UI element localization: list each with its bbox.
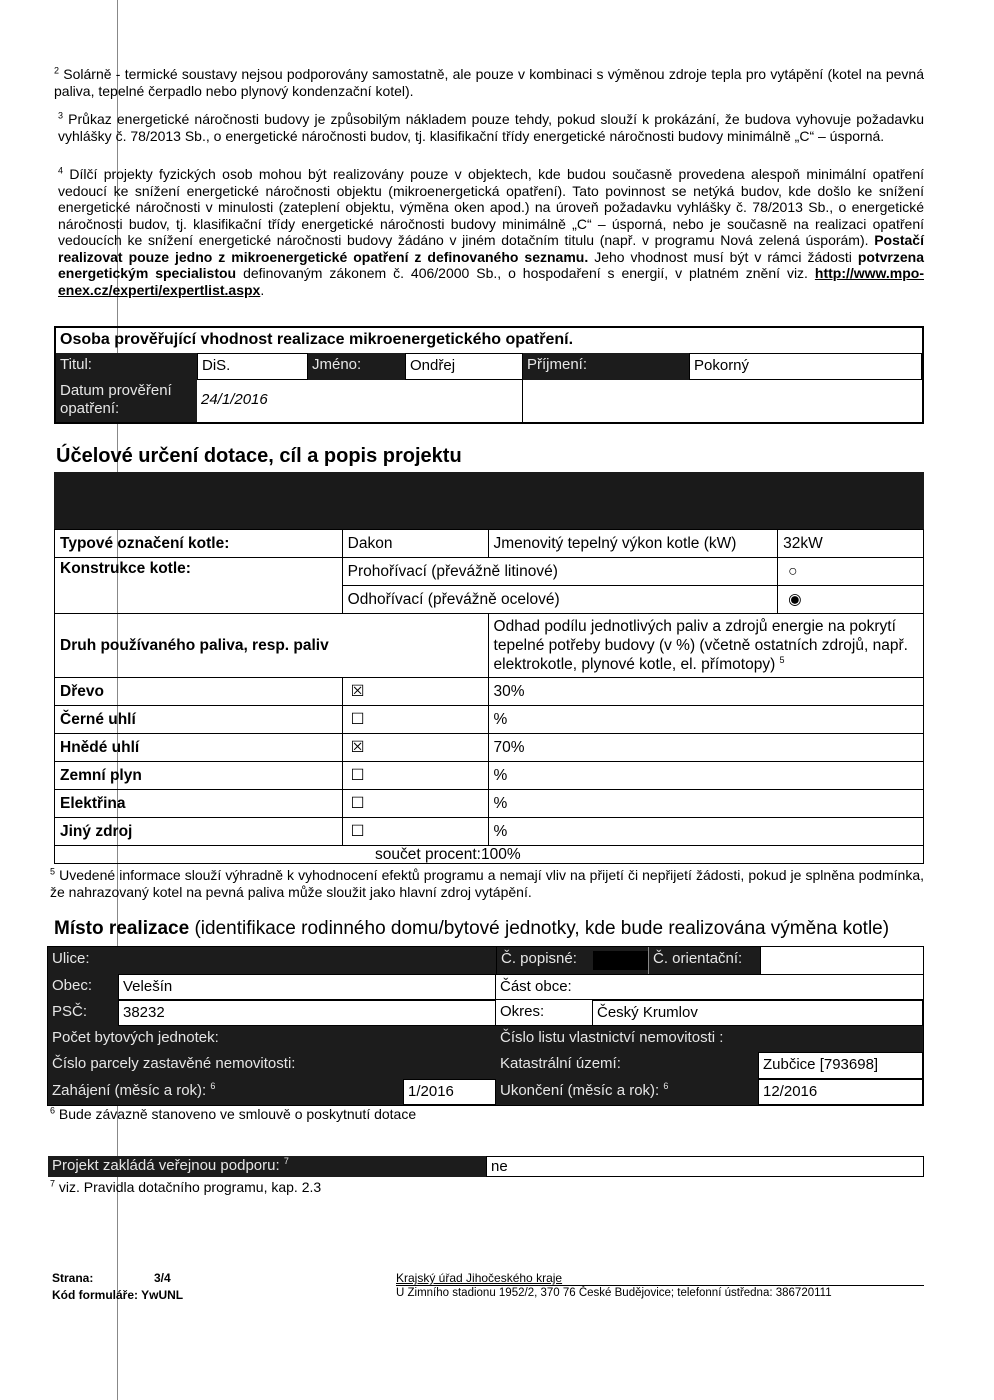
palivo-header: Druh používaného paliva, resp. paliv — [55, 614, 489, 678]
ukonceni-field[interactable]: 12/2016 — [758, 1079, 923, 1105]
popisne-label: Č. popisné: — [496, 947, 648, 974]
typ-label: Typové označení kotle: — [55, 530, 343, 558]
purpose-description-area[interactable] — [54, 472, 924, 529]
footnote-3: $^3$ Průkaz energetické náročnosti budovy je způsobilým nákladem pouze tehdy, pokud slouží k prokázání, že budova vyhovuje požadavku vyhlášky č. 78/2013 Sb., o energetické náročnosti budov, tj. klasifikační třídy energetické náročnosti budovy minimálně „C“ – úsporná. — [58, 110, 924, 144]
okres-field[interactable]: Český Krumlov — [592, 1000, 923, 1026]
ulice-row[interactable] — [48, 947, 496, 974]
fuel-percent[interactable]: % — [488, 818, 923, 846]
public-support-footnote-ref: 7 — [283, 1156, 289, 1166]
konstrukce-option-2-label: Odhořívací (převážně ocelové) — [342, 586, 777, 614]
location-heading-bold: Místo realizace — [54, 918, 190, 939]
parcela-label[interactable]: Číslo parcely zastavěné nemovitosti: — [48, 1052, 496, 1079]
footnote-5: $^5$ Uvedené informace slouží výhradně k vyhodnocení efektů programu a nemají vliv na přijetí či nepřijetí žádosti, pokud je splněna podmínka, že nahrazovaný kotel na pevná paliva může sloužit jako hlavní zdroj vytápění. — [50, 866, 925, 900]
okres-label: Okres: — [496, 1000, 592, 1026]
fuel-percent[interactable]: 30% — [488, 678, 923, 706]
soucet-value[interactable]: 100% — [480, 845, 521, 863]
office-name: Krajský úřad Jihočeského kraje — [396, 1271, 563, 1285]
strana-value: 3/4 — [154, 1271, 171, 1285]
soucet-label: součet procent: — [375, 845, 481, 863]
cast-obce-label: Část obce: — [500, 978, 572, 995]
fuel-checkbox[interactable]: ☒ — [342, 678, 488, 706]
footnote-5-text: Uvedené informace slouží výhradně k vyhodnocení efektů programu a nemají vliv na přijetí či nepřijetí žádosti, pokud je splněna podmínka, že nahrazovaný kotel na pevná paliva může sloužit jako hlavní zdroj vytápění. — [50, 867, 925, 900]
location-heading-rest: (identifikace rodinného domu/bytové jednotky, kde bude realizována výměna kotle) — [194, 918, 890, 939]
zahajeni-field[interactable]: 1/2016 — [403, 1079, 496, 1105]
podil-header-text: Odhad podílu jednotlivých paliv a zdrojů energie na pokrytí tepelné potřeby budovy (v %) (včetně ostatních zdrojů, např. elektrokotle, plynové kotle, el. přímotopy) — [493, 618, 908, 673]
ukonceni-label-text: Ukončení (měsíc a rok): — [500, 1082, 660, 1099]
fuel-name: Jiný zdroj — [55, 818, 343, 846]
footnote-4-bold-1: Postačí realizovat pouze jedno z mikroenergetické opatření z definovaného seznamu. — [58, 232, 924, 265]
list-vlastnictvi-label[interactable]: Číslo listu vlastnictví nemovitosti : — [496, 1026, 923, 1052]
cast-obce-row[interactable] — [496, 974, 923, 1000]
vykon-label: Jmenovitý tepelný výkon kotle (kW) — [488, 530, 778, 558]
footnote-4-end: . — [260, 281, 265, 298]
datum-field[interactable]: 24/1/2016 — [197, 380, 523, 422]
footnote-7-text: viz. Pravidla dotačního programu, kap. 2.3 — [58, 1179, 322, 1195]
orientacni-label: Č. orientační: — [648, 947, 760, 974]
konstrukce-option-2-radio[interactable]: ◉ — [778, 586, 924, 614]
fuel-checkbox[interactable]: ☐ — [342, 762, 488, 790]
fuel-name: Černé uhlí — [55, 706, 343, 734]
fuel-percent[interactable]: % — [488, 762, 923, 790]
fuel-percent[interactable]: 70% — [488, 734, 923, 762]
expert-list-link[interactable]: http://www.mpo-enex.cz/experti/expertlist.aspx — [58, 265, 925, 298]
fuel-name: Hnědé uhlí — [55, 734, 343, 762]
fuel-checkbox[interactable]: ☐ — [342, 790, 488, 818]
ukonceni-label — [496, 1079, 758, 1105]
footnote-4-text-c: definovaným zákonem č. 406/2000 Sb., o hospodaření s energií, v platném znění viz. — [243, 265, 808, 281]
footnote-6: $^6$ Bude závazně stanoveno ve smlouvě o poskytnutí dotace — [50, 1105, 417, 1122]
jmeno-label: Jméno: — [308, 353, 405, 380]
boiler-table — [54, 529, 924, 864]
katastr-label: Katastrální území: — [496, 1052, 758, 1079]
verifier-title: Osoba prověřující vhodnost realizace mikroenergetického opatření. — [60, 331, 574, 348]
fuel-name: Zemní plyn — [55, 762, 343, 790]
titul-label: Titul: — [56, 353, 197, 380]
jmeno-field[interactable]: Ondřej — [405, 353, 523, 380]
footnote-4: $^4$ Dílčí projekty fyzických osob mohou být realizovány pouze v objektech, kde budou současně provedena alespoň minimální opatření vedoucí ke snížení energetické náročnosti objektu (mikroenergetická opatření). Tato povinnost se netýká budov, kde došlo ke snížení energetické náročnosti v minulosti (zateplení objektu, výměna oken apod.) na úroveň požadavku vyhlášky č. 78/2013 Sb., o energetické náročnosti budov, tj. klasifikační třídy energetické náročnosti budovy minimálně „C“ – úsporná, nebo je současně na realizaci opatření vedoucích ke snížení energetické náročnosti budovy žádáno v jiném dotačním titulu (např. v programu Nová zelená úsporám). Postačí realizovat pouze jedno z mikroenergetické opatření z definovaného seznamu. Jeho vhodnost musí být v rámci žádosti potvrzena energetickým specialistou definovaným zákonem č. 406/2000 Sb., o hospodaření s energií, v platném znění viz. http://www.mpo-enex.cz/experti/expertlist.aspx. — [58, 165, 925, 298]
konstrukce-option-1-radio[interactable]: ○ — [778, 558, 924, 586]
prijmeni-field[interactable]: Pokorný — [689, 353, 922, 380]
psc-field[interactable]: 38232 — [118, 1000, 496, 1026]
strana-label: Strana: — [52, 1271, 94, 1285]
titul-field[interactable]: DiS. — [197, 353, 308, 380]
fuel-checkbox[interactable]: ☐ — [342, 818, 488, 846]
location-heading — [54, 918, 889, 940]
fuel-percent[interactable]: % — [488, 790, 923, 818]
soucet-row — [55, 846, 924, 864]
public-support-label-text: Projekt zakládá veřejnou podporu: — [52, 1157, 280, 1174]
obec-field[interactable]: Velešín — [118, 974, 496, 1000]
konstrukce-label: Konstrukce kotle: — [55, 558, 343, 614]
footnote-2-text: Solárně - termické soustavy nejsou podporovány samostatně, ale pouze v kombinaci s výměnou zdroje tepla pro vytápění (kotel na pevná paliva, tepelné čerpadlo nebo plynový kondenzační kotel). — [54, 66, 924, 99]
psc-label: PSČ: — [48, 1000, 118, 1026]
prijmeni-label: Příjmení: — [523, 353, 689, 380]
footnote-6-text: Bude závazně stanoveno ve smlouvě o poskytnutí dotace — [58, 1106, 417, 1122]
zahajeni-footnote-ref: 6 — [210, 1081, 216, 1091]
office-address: U Zimního stadionu 1952/2, 370 76 České Budějovice; telefonní ústředna: 386720111 — [396, 1287, 832, 1299]
kod-value: YwUNL — [141, 1288, 184, 1302]
footnote-4-text-a: Dílčí projekty fyzických osob mohou být realizovány pouze v objektech, kde budou současně provedena alespoň minimální opatření vedoucí ke snížení energetické náročnosti objektu (mikroenergetická opatření). Tato povinnost se netýká budov, kde došlo ke snížení energetické náročnosti v minulosti (zateplení objektu, výměna oken apod.) na úroveň požadavku vyhlášky č. 78/2013 Sb., o energetické náročnosti budov, tj. klasifikační třídy energetické náročnosti budovy minimálně „C“ – úsporná, nebo je současně na realizaci opatření vedoucích ke snížení energetické náročnosti budovy žádáno v jiném dotačním titulu (např. v programu Nová zelená úsporám). — [58, 166, 925, 248]
vykon-field[interactable]: 32kW — [778, 530, 924, 558]
zahajeni-label-text: Zahájení (měsíc a rok): — [52, 1082, 207, 1099]
datum-label: Datum prověření opatření: — [56, 380, 197, 422]
footnote-4-text-b: Jeho vhodnost musí být v rámci žádosti — [594, 248, 852, 265]
fuel-name: Elektřina — [55, 790, 343, 818]
purpose-heading: Účelové určení dotace, cíl a popis projektu — [56, 445, 462, 467]
pocet-jednotek-label[interactable]: Počet bytových jednotek: — [48, 1026, 496, 1052]
public-support-field[interactable]: ne — [486, 1156, 924, 1177]
kod-label: Kód formuláře: — [52, 1288, 139, 1302]
footnote-3-text: Průkaz energetické náročnosti budovy je způsobilým nákladem pouze tehdy, pokud slouží k prokázání, že budova vyhovuje požadavku vyhlášky č. 78/2013 Sb., o energetické náročnosti budov, tj. klasifikační třídy energetické náročnosti budovy minimálně „C“ – úsporná. — [58, 111, 924, 144]
zahajeni-label — [48, 1079, 403, 1105]
obec-label: Obec: — [48, 974, 118, 1000]
fuel-percent[interactable]: % — [488, 706, 923, 734]
public-support-label — [48, 1156, 486, 1177]
konstrukce-option-1-label: Prohořívací (převážně litinové) — [342, 558, 777, 586]
footer-divider — [396, 1285, 924, 1286]
typ-field[interactable]: Dakon — [342, 530, 488, 558]
footnote-7: $^7$ viz. Pravidla dotačního programu, kap. 2.3 — [50, 1178, 322, 1195]
fuel-name: Dřevo — [55, 678, 343, 706]
popisne-field[interactable] — [593, 951, 648, 970]
podil-header — [488, 614, 923, 678]
footnote-2: $^2$ Solárně - termické soustavy nejsou podporovány samostatně, ale pouze v kombinaci s výměnou zdroje tepla pro vytápění (kotel na pevná paliva, tepelné čerpadlo nebo plynový kondenzační kotel). — [54, 65, 924, 99]
podil-footnote-ref: 5 — [779, 654, 785, 665]
ukonceni-footnote-ref: 6 — [663, 1081, 669, 1091]
fuel-checkbox[interactable]: ☐ — [342, 706, 488, 734]
ulice-label: Ulice: — [52, 950, 90, 967]
orientacni-field[interactable] — [760, 947, 923, 974]
katastr-field[interactable]: Zubčice [793698] — [758, 1052, 923, 1079]
footnote-4-bold-2: potvrzena energetickým specialistou — [58, 248, 924, 281]
kod-formulare — [52, 1288, 183, 1302]
fuel-checkbox[interactable]: ☒ — [342, 734, 488, 762]
